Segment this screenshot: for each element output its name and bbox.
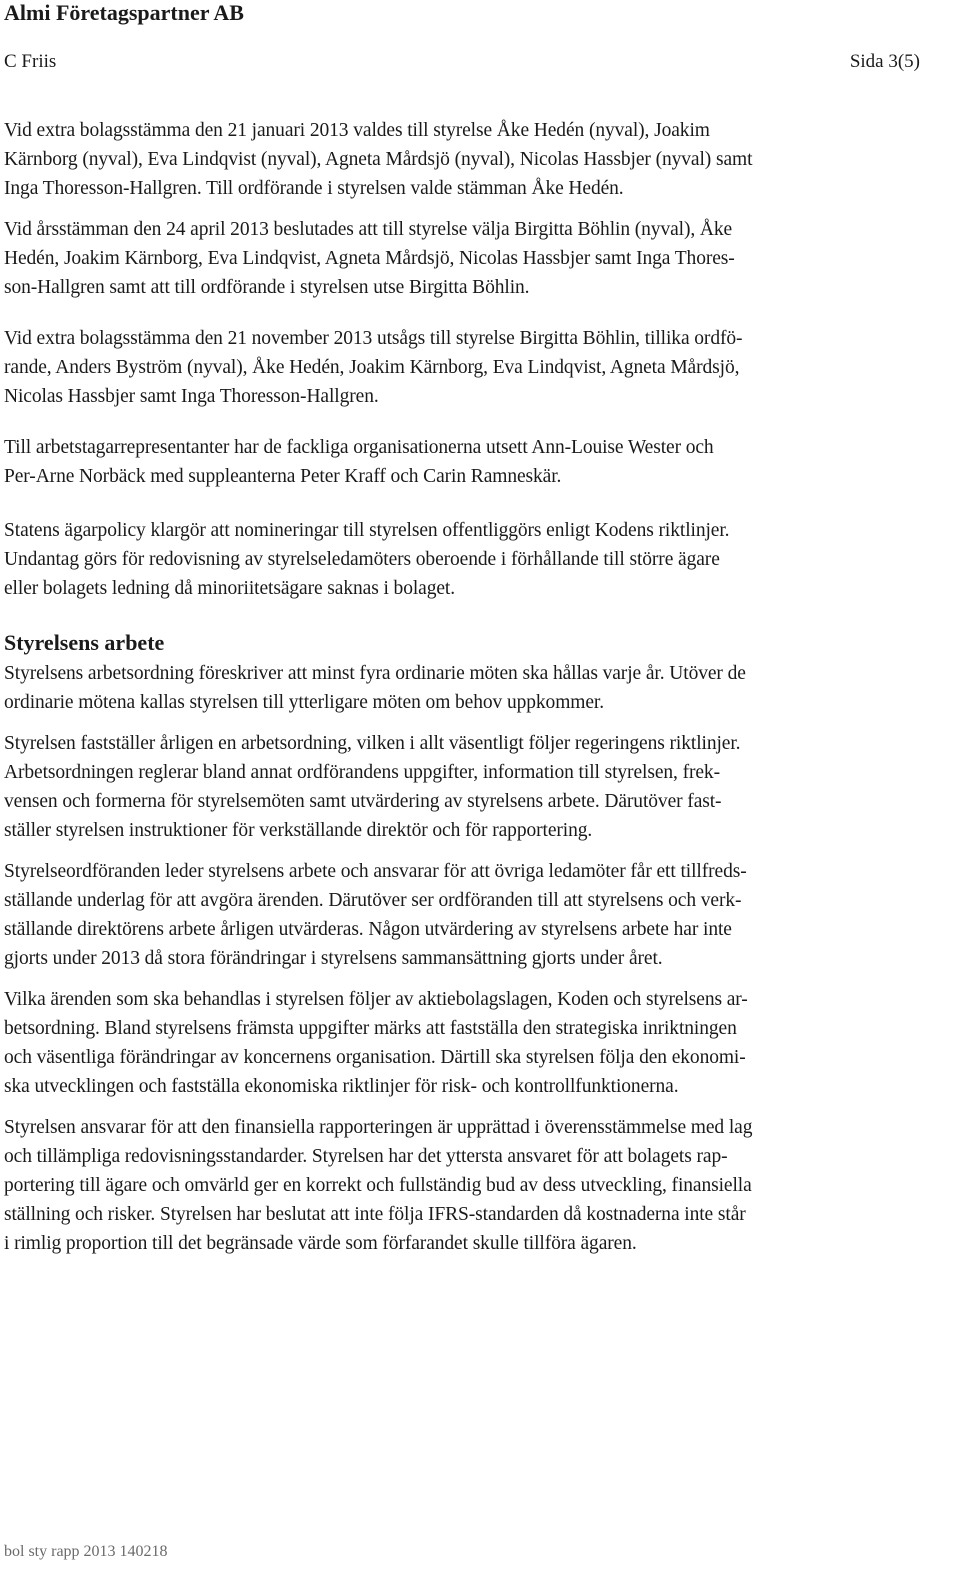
paragraph-board-election-january: [4, 116, 960, 203]
text-line: och väsentliga förändringar av koncernens organisation. Därtill ska styrelsen följa den ekonomi-: [4, 1047, 746, 1068]
document-reference-footer: bol sty rapp 2013 140218: [4, 1543, 168, 1560]
text-line: Vid årsstämman den 24 april 2013 beslutades att till styrelse välja Birgitta Böhlin (nyval), Åke: [4, 219, 733, 240]
text-line: betsordning. Bland styrelsens främsta uppgifter märks att fastställa den strategiska inriktningen: [4, 1018, 737, 1039]
paragraph-chairman-role: [4, 857, 960, 973]
paragraph-financial-reporting: [4, 1113, 960, 1258]
text-line: gjorts under 2013 då stora förändringar i styrelsens sammansättning gjorts under året.: [4, 948, 663, 969]
text-line: Vid extra bolagsstämma den 21 januari 2013 valdes till styrelse Åke Hedén (nyval), Joakim: [4, 120, 710, 141]
text-line: ska utvecklingen och fastställa ekonomiska riktlinjer för risk- och kontrollfunktionerna.: [4, 1076, 679, 1097]
text-line: Styrelsen fastställer årligen en arbetsordning, vilken i allt väsentligt följer regeringens riktlinjer.: [4, 733, 741, 754]
text-line: Statens ägarpolicy klargör att nomineringar till styrelsen offentliggörs enligt Kodens riktlinjer.: [4, 520, 730, 541]
text-line: Arbetsordningen reglerar bland annat ordförandens uppgifter, information till styrelsen, frek-: [4, 762, 720, 783]
paragraph-board-matters: [4, 985, 960, 1101]
text-line: ställning och risker. Styrelsen har beslutat att inte följa IFRS-standarden då kostnaderna inte står: [4, 1204, 746, 1225]
text-line: eller bolagets ledning då minoriitetsägare saknas i bolaget.: [4, 578, 456, 599]
text-line: Hedén, Joakim Kärnborg, Eva Lindqvist, Agneta Mårdsjö, Nicolas Hassbjer samt Inga Thores-: [4, 248, 735, 269]
page-number: Sida 3(5): [849, 51, 920, 72]
text-line: ställer styrelsen instruktioner för verkställande direktör och för rapportering.: [4, 820, 593, 841]
organization-name: Almi Företagspartner AB: [4, 0, 244, 25]
text-line: Kärnborg (nyval), Eva Lindqvist (nyval), Agneta Mårdsjö (nyval), Nicolas Hassbjer (nyval) samt: [4, 149, 753, 170]
text-line: Per-Arne Norbäck med suppleanterna Peter Kraff och Carin Ramneskär.: [4, 466, 562, 487]
text-line: i rimlig proportion till det begränsade värde som förfarandet skulle tillföra ägaren.: [4, 1233, 637, 1254]
text-line: Nicolas Hassbjer samt Inga Thoresson-Hallgren.: [4, 386, 379, 407]
text-line: Styrelsen ansvarar för att den finansiella rapporteringen är upprättad i överensstämmelse med lag: [4, 1117, 753, 1138]
text-line: Till arbetstagarrepresentanter har de fackliga organisationerna utsett Ann-Louise Wester och: [4, 437, 714, 458]
text-line: ställande underlag för att avgöra ärenden. Därutöver ser ordföranden till att styrelsens och verk-: [4, 890, 742, 911]
author-name: C Friis: [4, 51, 57, 72]
text-line: Styrelseordföranden leder styrelsens arbete och ansvarar för att övriga ledamöter får ett tillfreds-: [4, 861, 747, 882]
text-line: ordinarie mötena kallas styrelsen till ytterligare möten om behov uppkommer.: [4, 692, 604, 713]
text-line: Styrelsens arbetsordning föreskriver att minst fyra ordinarie möten ska hållas varje år. Utöver de: [4, 663, 746, 684]
text-line: Vid extra bolagsstämma den 21 november 2013 utsågs till styrelse Birgitta Böhlin, tillika ordfö-: [4, 328, 743, 349]
text-line: Undantag görs för redovisning av styrelseledamöters oberoende i förhållande till större ägare: [4, 549, 720, 570]
section-heading: Styrelsens arbete: [4, 630, 165, 655]
paragraph-board-election-november: [4, 324, 960, 411]
paragraph-annual-meeting-april: [4, 215, 960, 302]
text-line: Vilka ärenden som ska behandlas i styrelsen följer av aktiebolagslagen, Koden och styrelsens ar-: [4, 989, 748, 1010]
paragraph-meeting-schedule: [4, 659, 960, 717]
text-line: rande, Anders Byström (nyval), Åke Hedén, Joakim Kärnborg, Eva Lindqvist, Agneta Mårdsjö,: [4, 357, 740, 378]
text-line: son-Hallgren samt att till ordförande i styrelsen utse Birgitta Böhlin.: [4, 277, 530, 298]
document-body: [4, 116, 960, 1258]
text-line: och tillämpliga redovisningsstandarder. Styrelsen har det yttersta ansvaret för att bolagets rap-: [4, 1146, 728, 1167]
paragraph-ownership-policy: [4, 516, 960, 603]
text-line: vensen och formerna för styrelsemöten samt utvärdering av styrelsens arbete. Därutöver fast-: [4, 791, 722, 812]
text-line: portering till ägare och omvärld ger en korrekt och fullständig bud av dess utveckling, finansiella: [4, 1175, 752, 1196]
text-line: Inga Thoresson-Hallgren. Till ordförande i styrelsen valde stämman Åke Hedén.: [4, 178, 624, 199]
text-line: ställande direktörens arbete årligen utvärderas. Någon utvärdering av styrelsens arbete har inte: [4, 919, 732, 940]
paragraph-employee-representatives: [4, 433, 960, 491]
paragraph-work-procedure: [4, 729, 960, 845]
